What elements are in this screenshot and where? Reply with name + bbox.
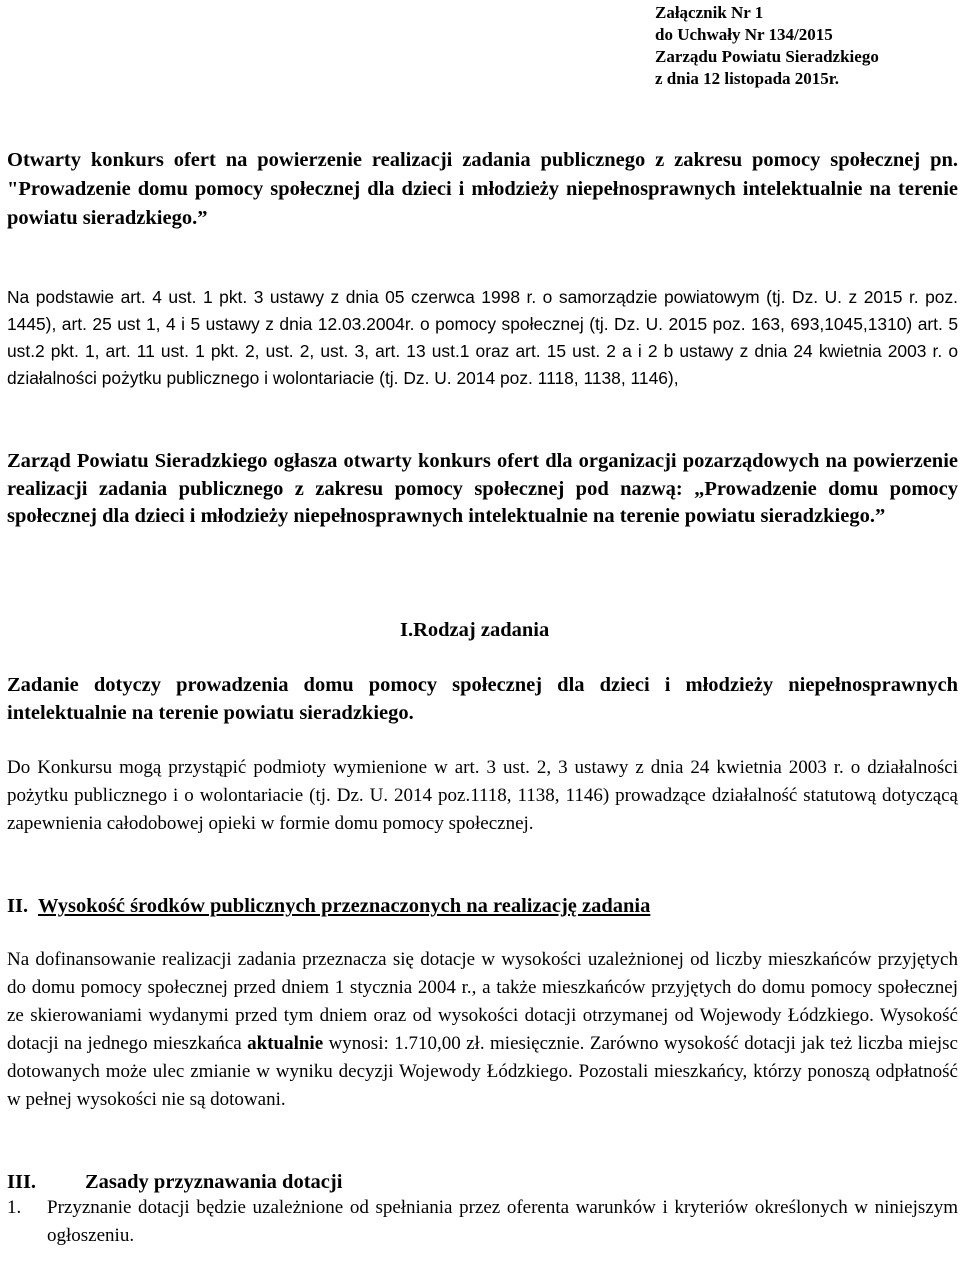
list-item-number: 1. [7, 1197, 22, 1218]
list-item [7, 1194, 958, 1250]
section-2-heading [7, 892, 650, 920]
section-3-heading [7, 1168, 342, 1196]
attachment-number: Załącznik Nr 1 [655, 3, 764, 22]
section-3-title: Zasady przyznawania dotacji [85, 1171, 343, 1193]
section-2-number: II. [7, 895, 29, 917]
document-page [7, 0, 958, 1280]
funding-text-part-1: Na dofinansowanie realizacji zadania przeznacza się dotacje w wysokości uzależnionej od liczby mieszkańców przyjętych do domu pomocy społecznej przed dniem 1 stycznia 2004 r., a także mieszkańców przyjętych do domu pomocy społecznej ze skierowaniami wydanymi przed tym dniem oraz od wysokości dotacji otrzymanej od Wojewody Łódzkiego. Wysokość dotacji na jednego mieszkańca [7, 949, 958, 1054]
section-3-number: III. [7, 1171, 37, 1193]
resolution-date: z dnia 12 listopada 2015r. [655, 69, 840, 88]
funding-text-part-2: wynosi: 1.710,00 zł. miesięcznie. Zarówno wysokość dotacji jak też liczba miejsc dotowanych może ulec zmianie w wyniku decyzji Wojewody Łódzkiego. Pozostali mieszkańcy, którzy ponoszą odpłatność w pełnej wysokości nie są dotowani. [7, 1033, 958, 1110]
issuing-body: Zarządu Powiatu Sieradzkiego [655, 47, 879, 66]
section-1-heading: I.Rodzaj zadania [400, 619, 550, 641]
funding-paragraph [7, 946, 958, 1114]
attachment-header [655, 2, 955, 90]
section-2-title: Wysokość środków publicznych przeznaczonych na realizację zadania [38, 895, 651, 917]
resolution-number: do Uchwały Nr 134/2015 [655, 25, 833, 44]
document-title: Otwarty konkurs ofert na powierzenie realizacji zadania publicznego z zakresu pomocy społecznej pn. "Prowadzenie domu pomocy społecznej dla dzieci i młodzieży niepełnosprawnych intelektualnie na terenie powiatu sieradzkiego.” [7, 149, 958, 229]
funding-emphasis: aktualnie [247, 1033, 324, 1054]
announcement-paragraph: Zarząd Powiatu Sieradzkiego ogłasza otwarty konkurs ofert dla organizacji pozarządowych na powierzenie realizacji zadania publicznego z zakresu pomocy społecznej pod nazwą: „Prowadzenie domu pomocy społecznej dla dzieci i młodzieży niepełnosprawnych intelektualnie na terenie powiatu sieradzkiego.” [7, 450, 958, 527]
list-item-text: Przyznanie dotacji będzie uzależnione od spełniania przez oferenta warunków i kryteriów określonych w niniejszym ogłoszeniu. [47, 1197, 958, 1246]
task-description: Zadanie dotyczy prowadzenia domu pomocy społecznej dla dzieci i młodzieży niepełnosprawnych intelektualnie na terenie powiatu sieradzkiego. [7, 674, 958, 724]
eligibility-paragraph: Do Konkursu mogą przystąpić podmioty wymienione w art. 3 ust. 2, 3 ustawy z dnia 24 kwietnia 2003 r. o działalności pożytku publicznego i o wolontariacie (tj. Dz. U. 2014 poz.1118, 1138, 1146) prowadzące działalność statutową dotyczącą zapewnienia całodobowej opieki w formie domu pomocy społecznej. [7, 757, 958, 834]
legal-basis-paragraph: Na podstawie art. 4 ust. 1 pkt. 3 ustawy z dnia 05 czerwca 1998 r. o samorządzie powiatowym (tj. Dz. U. z 2015 r. poz. 1445), art. 25 ust 1, 4 i 5 ustawy z dnia 12.03.2004r. o pomocy społecznej (tj. Dz. U. 2015 poz. 163, 693,1045,1310) art. 5 ust.2 pkt. 1, art. 11 ust. 1 pkt. 2, ust. 2, ust. 3, art. 13 ust.1 oraz art. 15 ust. 2 a i 2 b ustawy z dnia 24 kwietnia 2003 r. o działalności pożytku publicznego i wolontariacie (tj. Dz. U. 2014 poz. 1118, 1138, 1146), [7, 287, 958, 388]
